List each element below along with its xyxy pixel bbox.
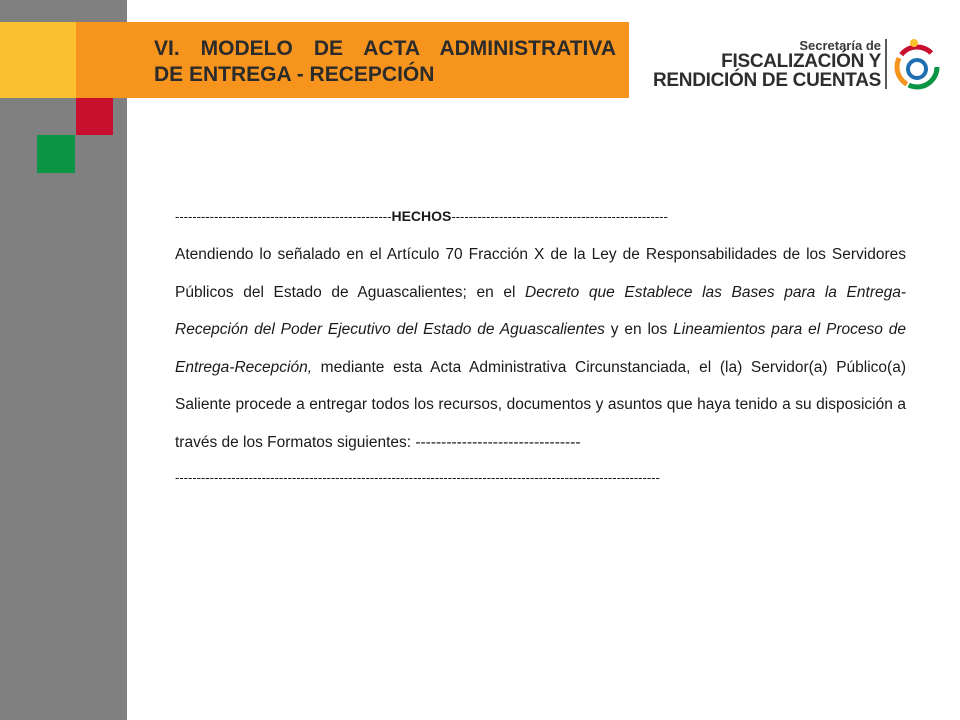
closing-dashes: ----------------------------------------------------------------------------------------------------------------	[175, 470, 660, 485]
paragraph-italic-lineamientos: Lineamientos para el Proceso de Entrega-Recepción,	[175, 321, 906, 376]
logo-secretaria-text: Secretaría de	[799, 38, 881, 53]
title-line-2: DE ENTREGA - RECEPCIÓN	[154, 63, 435, 86]
hechos-heading	[175, 196, 906, 236]
paragraph-part-2: y en los	[604, 321, 674, 338]
page-title	[154, 36, 616, 88]
logo-line-1: FISCALIZACIÓN Y	[721, 51, 881, 72]
hechos-dashes-left: --------------------------------------------------	[175, 209, 392, 224]
hechos-paragraph	[175, 236, 906, 461]
secretaria-logo	[645, 35, 945, 93]
paragraph-italic-decreto: Decreto que Establece las Bases para la Entrega- Recepción del Poder Ejecutivo del Estado de Aguascalientes	[175, 283, 907, 338]
hechos-dashes-right: --------------------------------------------------	[451, 209, 668, 224]
green-square	[37, 135, 75, 173]
hechos-label: HECHOS	[391, 208, 452, 224]
paragraph-part-1: Atendiendo lo señalado en el Artículo 70 Fracción X de la Ley de Responsabilidades de los Servidores Públicos del Estado de Aguascalientes; en el	[175, 246, 906, 301]
document-content	[175, 196, 906, 495]
paragraph-part-3: mediante esta Acta Administrativa Circunstanciada, el (la) Servidor(a) Público(a) Saliente procede a entregar todos los recursos, documentos y asuntos que haya tenido a su disposición a través de los Formatos siguientes: --------------------------------	[175, 358, 906, 451]
logo-divider	[885, 39, 887, 89]
title-line-1: VI. MODELO DE ACTA ADMINISTRATIVA	[154, 37, 616, 60]
spiral-emblem-icon	[893, 37, 941, 91]
red-square	[76, 98, 113, 135]
logo-line-2: RENDICIÓN DE CUENTAS	[653, 70, 881, 91]
yellow-square	[0, 22, 76, 98]
